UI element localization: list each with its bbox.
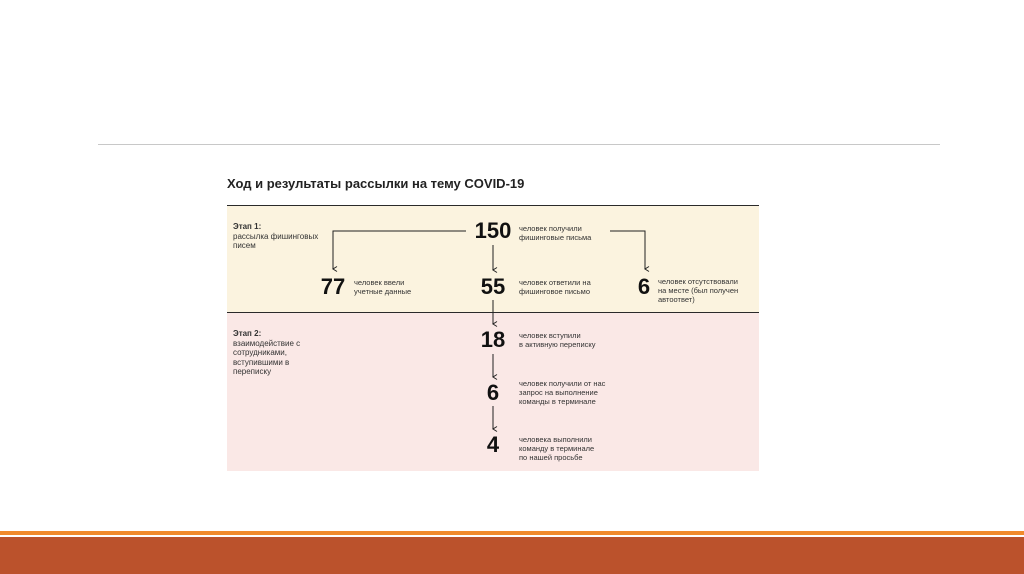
absent-count: 6 bbox=[637, 274, 651, 299]
stage-1-label-text: рассылка фишинговых писем bbox=[233, 231, 319, 250]
arrow-to-absent bbox=[610, 231, 645, 269]
replied-count: 55 bbox=[480, 274, 506, 299]
stage-2-label-text: взаимодействие с сотрудниками, вступившими в переписку bbox=[233, 338, 301, 376]
absent-description: человек отсутствовали на месте (был получен автоответ) bbox=[658, 277, 739, 304]
arrow-to-entered bbox=[333, 231, 466, 269]
conversation-count: 18 bbox=[480, 327, 506, 352]
request-description: человек получили от нас запрос на выполнение команды в терминале bbox=[519, 379, 606, 406]
entered-count: 77 bbox=[320, 274, 346, 299]
replied-description: человек ответили на фишинговое письмо bbox=[519, 278, 591, 296]
executed-count: 4 bbox=[486, 432, 500, 457]
sent-description: человек получили фишинговые письма bbox=[519, 224, 592, 242]
page-title: Ход и результаты рассылки на тему COVID-19 bbox=[227, 176, 525, 191]
stage-2-label-title: Этап 2: bbox=[233, 329, 262, 338]
footer-band bbox=[0, 537, 1024, 574]
stage-1-label-title: Этап 1: bbox=[233, 222, 262, 231]
request-count: 6 bbox=[486, 380, 500, 405]
conversation-description: человек вступили в активную переписку bbox=[519, 331, 596, 349]
entered-description: человек ввели учетные данные bbox=[354, 278, 412, 296]
sent-count: 150 bbox=[474, 218, 512, 243]
footer-accent-stripe bbox=[0, 531, 1024, 535]
executed-description: человека выполнили команду в терминале по нашей просьбе bbox=[519, 435, 595, 462]
